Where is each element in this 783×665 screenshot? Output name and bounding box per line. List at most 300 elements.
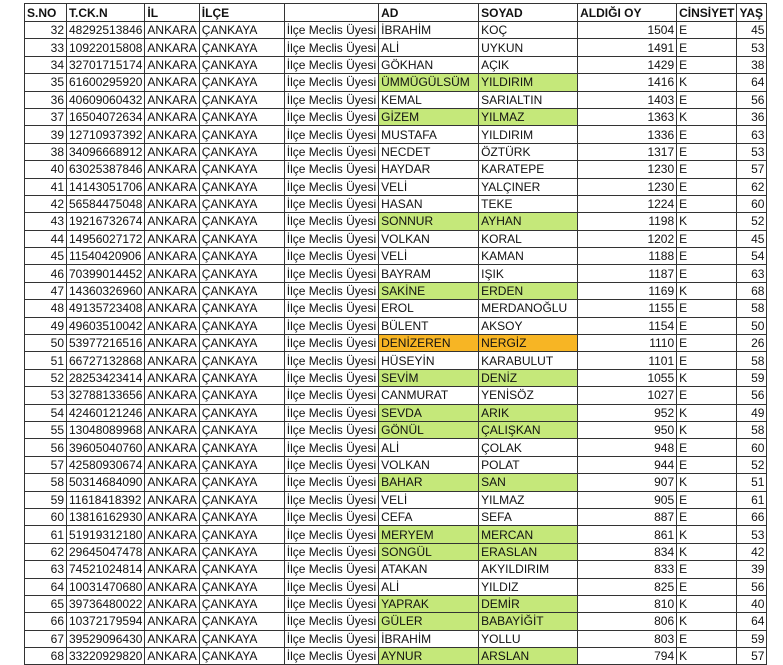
cell-ilce: ÇANKAYA (199, 439, 284, 456)
cell-gorev: İlçe Meclis Üyesi (284, 108, 378, 125)
cell-soyad: SEFA (479, 508, 578, 525)
cell-ilce: ÇANKAYA (199, 213, 284, 230)
cell-ad: SEVDA (379, 404, 479, 421)
cell-soyad: ARSLAN (479, 648, 578, 665)
cell-ad: SONGÜL (379, 543, 479, 560)
cell-yas: 45 (737, 230, 767, 247)
cell-gorev: İlçe Meclis Üyesi (284, 161, 378, 178)
cell-il: ANKARA (145, 230, 199, 247)
cell-gorev: İlçe Meclis Üyesi (284, 335, 378, 352)
cell-ad: CEFA (379, 508, 479, 525)
cell-gorev: İlçe Meclis Üyesi (284, 265, 378, 282)
cell-il: ANKARA (145, 369, 199, 386)
cell-oy: 1110 (578, 335, 677, 352)
cell-ilce: ÇANKAYA (199, 352, 284, 369)
cell-oy: 810 (578, 595, 677, 612)
cell-sno: 46 (25, 265, 67, 282)
cell-yas: 57 (737, 648, 767, 665)
header-il: İL (145, 4, 199, 22)
header-cinsiyet: CİNSİYET (677, 4, 737, 22)
cell-il: ANKARA (145, 195, 199, 212)
cell-oy: 1336 (578, 126, 677, 143)
cell-il: ANKARA (145, 126, 199, 143)
header-ilce: İLÇE (199, 4, 284, 22)
cell-soyad: BABAYİĞİT (479, 613, 578, 630)
cell-cinsiyet: E (677, 230, 737, 247)
cell-ad: CANMURAT (379, 387, 479, 404)
cell-ilce: ÇANKAYA (199, 387, 284, 404)
cell-ilce: ÇANKAYA (199, 108, 284, 125)
cell-il: ANKARA (145, 508, 199, 525)
cell-oy: 803 (578, 630, 677, 647)
cell-gorev: İlçe Meclis Üyesi (284, 352, 378, 369)
cell-yas: 68 (737, 282, 767, 299)
cell-cinsiyet: E (677, 630, 737, 647)
cell-oy: 1224 (578, 195, 677, 212)
cell-ad: GÖKHAN (379, 56, 479, 73)
cell-sno: 54 (25, 404, 67, 421)
cell-sno: 65 (25, 595, 67, 612)
cell-sno: 40 (25, 161, 67, 178)
cell-yas: 66 (737, 508, 767, 525)
cell-soyad: POLAT (479, 456, 578, 473)
cell-tckn: 10922015808 (67, 39, 145, 56)
cell-ilce: ÇANKAYA (199, 195, 284, 212)
cell-yas: 57 (737, 161, 767, 178)
cell-soyad: AYHAN (479, 213, 578, 230)
cell-oy: 833 (578, 561, 677, 578)
cell-yas: 53 (737, 39, 767, 56)
table-row (25, 178, 767, 195)
table-row (25, 613, 767, 630)
cell-cinsiyet: E (677, 22, 737, 39)
cell-tckn: 10031470680 (67, 578, 145, 595)
cell-yas: 62 (737, 178, 767, 195)
cell-sno: 63 (25, 561, 67, 578)
cell-yas: 59 (737, 369, 767, 386)
cell-il: ANKARA (145, 178, 199, 195)
cell-cinsiyet: K (677, 404, 737, 421)
cell-cinsiyet: K (677, 595, 737, 612)
cell-soyad: AKYILDIRIM (479, 561, 578, 578)
cell-soyad: ÖZTÜRK (479, 143, 578, 160)
cell-ad: ALİ (379, 578, 479, 595)
cell-cinsiyet: K (677, 369, 737, 386)
cell-il: ANKARA (145, 352, 199, 369)
cell-gorev: İlçe Meclis Üyesi (284, 369, 378, 386)
cell-sno: 42 (25, 195, 67, 212)
cell-yas: 54 (737, 248, 767, 265)
cell-ad: AYNUR (379, 648, 479, 665)
cell-gorev: İlçe Meclis Üyesi (284, 543, 378, 560)
cell-il: ANKARA (145, 56, 199, 73)
cell-sno: 33 (25, 39, 67, 56)
table-row (25, 248, 767, 265)
cell-ad: HASAN (379, 195, 479, 212)
cell-gorev: İlçe Meclis Üyesi (284, 491, 378, 508)
cell-tckn: 66727132868 (67, 352, 145, 369)
cell-sno: 34 (25, 56, 67, 73)
cell-yas: 61 (737, 491, 767, 508)
cell-cinsiyet: E (677, 56, 737, 73)
cell-il: ANKARA (145, 39, 199, 56)
cell-sno: 56 (25, 439, 67, 456)
cell-ilce: ÇANKAYA (199, 300, 284, 317)
cell-cinsiyet: E (677, 387, 737, 404)
cell-ilce: ÇANKAYA (199, 578, 284, 595)
cell-cinsiyet: K (677, 526, 737, 543)
table-row (25, 439, 767, 456)
cell-sno: 58 (25, 474, 67, 491)
cell-cinsiyet: K (677, 474, 737, 491)
cell-sno: 49 (25, 317, 67, 334)
cell-tckn: 39736480022 (67, 595, 145, 612)
cell-cinsiyet: K (677, 282, 737, 299)
cell-oy: 1416 (578, 74, 677, 91)
cell-cinsiyet: E (677, 143, 737, 160)
cell-soyad: AKSOY (479, 317, 578, 334)
table-row (25, 56, 767, 73)
cell-yas: 59 (737, 630, 767, 647)
cell-il: ANKARA (145, 491, 199, 508)
table-row (25, 352, 767, 369)
cell-yas: 49 (737, 404, 767, 421)
cell-oy: 806 (578, 613, 677, 630)
cell-gorev: İlçe Meclis Üyesi (284, 22, 378, 39)
cell-ilce: ÇANKAYA (199, 248, 284, 265)
cell-gorev: İlçe Meclis Üyesi (284, 561, 378, 578)
cell-oy: 887 (578, 508, 677, 525)
cell-sno: 37 (25, 108, 67, 125)
cell-soyad: YILMAZ (479, 491, 578, 508)
header-soyad: SOYAD (479, 4, 578, 22)
cell-cinsiyet: E (677, 578, 737, 595)
cell-soyad: TEKE (479, 195, 578, 212)
cell-oy: 1429 (578, 56, 677, 73)
cell-gorev: İlçe Meclis Üyesi (284, 474, 378, 491)
cell-ilce: ÇANKAYA (199, 421, 284, 438)
cell-gorev: İlçe Meclis Üyesi (284, 213, 378, 230)
cell-gorev: İlçe Meclis Üyesi (284, 508, 378, 525)
cell-gorev: İlçe Meclis Üyesi (284, 578, 378, 595)
cell-il: ANKARA (145, 404, 199, 421)
cell-soyad: KARATEPE (479, 161, 578, 178)
table-row (25, 213, 767, 230)
cell-ad: BAYRAM (379, 265, 479, 282)
cell-tckn: 39529096430 (67, 630, 145, 647)
cell-ilce: ÇANKAYA (199, 230, 284, 247)
cell-ilce: ÇANKAYA (199, 369, 284, 386)
cell-il: ANKARA (145, 91, 199, 108)
cell-il: ANKARA (145, 22, 199, 39)
table-body (25, 22, 767, 665)
cell-oy: 1198 (578, 213, 677, 230)
cell-sno: 68 (25, 648, 67, 665)
cell-oy: 1363 (578, 108, 677, 125)
cell-soyad: YILDIRIM (479, 74, 578, 91)
cell-sno: 55 (25, 421, 67, 438)
cell-sno: 41 (25, 178, 67, 195)
header-oy: ALDIĞI OY (578, 4, 677, 22)
cell-soyad: ERDEN (479, 282, 578, 299)
cell-sno: 64 (25, 578, 67, 595)
cell-soyad: MERDANOĞLU (479, 300, 578, 317)
cell-cinsiyet: E (677, 561, 737, 578)
cell-sno: 62 (25, 543, 67, 560)
cell-cinsiyet: K (677, 74, 737, 91)
cell-gorev: İlçe Meclis Üyesi (284, 282, 378, 299)
cell-ilce: ÇANKAYA (199, 561, 284, 578)
table-row (25, 161, 767, 178)
cell-oy: 1055 (578, 369, 677, 386)
cell-ad: SEVİM (379, 369, 479, 386)
cell-gorev: İlçe Meclis Üyesi (284, 317, 378, 334)
cell-ad: SAKİNE (379, 282, 479, 299)
cell-ad: İBRAHİM (379, 22, 479, 39)
cell-il: ANKARA (145, 387, 199, 404)
cell-ilce: ÇANKAYA (199, 335, 284, 352)
cell-tckn: 14956027172 (67, 230, 145, 247)
cell-oy: 1403 (578, 91, 677, 108)
cell-cinsiyet: E (677, 317, 737, 334)
cell-gorev: İlçe Meclis Üyesi (284, 248, 378, 265)
cell-cinsiyet: K (677, 648, 737, 665)
cell-soyad: ARIK (479, 404, 578, 421)
table-row (25, 300, 767, 317)
cell-tckn: 51919312180 (67, 526, 145, 543)
cell-ilce: ÇANKAYA (199, 265, 284, 282)
header-gorev (284, 4, 378, 22)
cell-oy: 950 (578, 421, 677, 438)
table-row (25, 648, 767, 665)
cell-ad: VELİ (379, 178, 479, 195)
cell-tckn: 39605040760 (67, 439, 145, 456)
cell-il: ANKARA (145, 421, 199, 438)
cell-soyad: KORAL (479, 230, 578, 247)
cell-il: ANKARA (145, 335, 199, 352)
cell-gorev: İlçe Meclis Üyesi (284, 74, 378, 91)
cell-tckn: 50314684090 (67, 474, 145, 491)
cell-ad: ALİ (379, 439, 479, 456)
cell-il: ANKARA (145, 561, 199, 578)
cell-tckn: 49603510042 (67, 317, 145, 334)
cell-yas: 56 (737, 387, 767, 404)
cell-yas: 51 (737, 474, 767, 491)
cell-yas: 60 (737, 439, 767, 456)
cell-il: ANKARA (145, 143, 199, 160)
cell-ilce: ÇANKAYA (199, 526, 284, 543)
table-row (25, 74, 767, 91)
cell-ad: NECDET (379, 143, 479, 160)
cell-yas: 26 (737, 335, 767, 352)
cell-il: ANKARA (145, 578, 199, 595)
cell-gorev: İlçe Meclis Üyesi (284, 195, 378, 212)
cell-ad: VELİ (379, 248, 479, 265)
cell-yas: 40 (737, 595, 767, 612)
cell-yas: 39 (737, 561, 767, 578)
cell-cinsiyet: E (677, 439, 737, 456)
cell-tckn: 10372179594 (67, 613, 145, 630)
cell-ilce: ÇANKAYA (199, 404, 284, 421)
cell-cinsiyet: K (677, 421, 737, 438)
cell-tckn: 19216732674 (67, 213, 145, 230)
cell-tckn: 14143051706 (67, 178, 145, 195)
cell-sno: 66 (25, 613, 67, 630)
cell-il: ANKARA (145, 543, 199, 560)
cell-ad: MUSTAFA (379, 126, 479, 143)
cell-cinsiyet: E (677, 39, 737, 56)
cell-tckn: 11540420906 (67, 248, 145, 265)
cell-cinsiyet: E (677, 508, 737, 525)
cell-cinsiyet: E (677, 126, 737, 143)
cell-oy: 1188 (578, 248, 677, 265)
cell-oy: 794 (578, 648, 677, 665)
cell-sno: 43 (25, 213, 67, 230)
table-row (25, 561, 767, 578)
cell-sno: 35 (25, 74, 67, 91)
cell-soyad: SAN (479, 474, 578, 491)
cell-ilce: ÇANKAYA (199, 56, 284, 73)
cell-ad: HAYDAR (379, 161, 479, 178)
cell-yas: 50 (737, 317, 767, 334)
cell-ilce: ÇANKAYA (199, 317, 284, 334)
table-row (25, 421, 767, 438)
cell-ad: GİZEM (379, 108, 479, 125)
cell-gorev: İlçe Meclis Üyesi (284, 39, 378, 56)
cell-cinsiyet: K (677, 613, 737, 630)
cell-oy: 944 (578, 456, 677, 473)
cell-tckn: 56584475048 (67, 195, 145, 212)
cell-oy: 948 (578, 439, 677, 456)
cell-tckn: 32701715174 (67, 56, 145, 73)
table-row (25, 595, 767, 612)
cell-yas: 64 (737, 613, 767, 630)
cell-gorev: İlçe Meclis Üyesi (284, 300, 378, 317)
cell-ad: YAPRAK (379, 595, 479, 612)
cell-sno: 51 (25, 352, 67, 369)
cell-tckn: 61600295920 (67, 74, 145, 91)
cell-gorev: İlçe Meclis Üyesi (284, 404, 378, 421)
cell-soyad: SARIALTIN (479, 91, 578, 108)
cell-tckn: 32788133656 (67, 387, 145, 404)
cell-il: ANKARA (145, 213, 199, 230)
table-row (25, 91, 767, 108)
cell-ilce: ÇANKAYA (199, 282, 284, 299)
cell-yas: 58 (737, 421, 767, 438)
cell-sno: 44 (25, 230, 67, 247)
cell-tckn: 53977216516 (67, 335, 145, 352)
cell-ad: ÜMMÜGÜLSÜM (379, 74, 479, 91)
cell-oy: 1101 (578, 352, 677, 369)
cell-cinsiyet: E (677, 195, 737, 212)
table-row (25, 387, 767, 404)
table-row (25, 630, 767, 647)
cell-tckn: 12710937392 (67, 126, 145, 143)
table-row (25, 578, 767, 595)
cell-tckn: 13816162930 (67, 508, 145, 525)
cell-ilce: ÇANKAYA (199, 456, 284, 473)
cell-ad: SONNUR (379, 213, 479, 230)
cell-oy: 834 (578, 543, 677, 560)
table-row (25, 317, 767, 334)
cell-sno: 48 (25, 300, 67, 317)
cell-il: ANKARA (145, 300, 199, 317)
cell-yas: 56 (737, 91, 767, 108)
cell-ad: HÜSEYİN (379, 352, 479, 369)
cell-soyad: KARABULUT (479, 352, 578, 369)
cell-soyad: YILDIZ (479, 578, 578, 595)
cell-ad: KEMAL (379, 91, 479, 108)
cell-il: ANKARA (145, 474, 199, 491)
table-row (25, 508, 767, 525)
cell-soyad: AÇIK (479, 56, 578, 73)
cell-yas: 64 (737, 74, 767, 91)
cell-tckn: 28253423414 (67, 369, 145, 386)
cell-sno: 39 (25, 126, 67, 143)
cell-gorev: İlçe Meclis Üyesi (284, 630, 378, 647)
cell-soyad: KAMAN (479, 248, 578, 265)
cell-ad: VOLKAN (379, 456, 479, 473)
cell-sno: 67 (25, 630, 67, 647)
cell-sno: 60 (25, 508, 67, 525)
cell-ad: GÜLER (379, 613, 479, 630)
cell-ad: MERYEM (379, 526, 479, 543)
table-row (25, 143, 767, 160)
header-tckn: T.CK.N (67, 4, 145, 22)
cell-il: ANKARA (145, 265, 199, 282)
cell-ilce: ÇANKAYA (199, 39, 284, 56)
table-row (25, 526, 767, 543)
cell-yas: 36 (737, 108, 767, 125)
cell-gorev: İlçe Meclis Üyesi (284, 126, 378, 143)
cell-il: ANKARA (145, 282, 199, 299)
cell-cinsiyet: E (677, 300, 737, 317)
cell-ilce: ÇANKAYA (199, 91, 284, 108)
cell-ilce: ÇANKAYA (199, 74, 284, 91)
table-row (25, 335, 767, 352)
cell-ad: GÖNÜL (379, 421, 479, 438)
cell-oy: 1027 (578, 387, 677, 404)
cell-gorev: İlçe Meclis Üyesi (284, 613, 378, 630)
cell-oy: 1504 (578, 22, 677, 39)
cell-ilce: ÇANKAYA (199, 22, 284, 39)
cell-soyad: NERGİZ (479, 335, 578, 352)
cell-tckn: 14360326960 (67, 282, 145, 299)
cell-ilce: ÇANKAYA (199, 613, 284, 630)
cell-yas: 63 (737, 265, 767, 282)
cell-cinsiyet: K (677, 108, 737, 125)
cell-tckn: 74521024814 (67, 561, 145, 578)
cell-soyad: YILMAZ (479, 108, 578, 125)
cell-oy: 952 (578, 404, 677, 421)
table-row (25, 404, 767, 421)
cell-gorev: İlçe Meclis Üyesi (284, 456, 378, 473)
cell-tckn: 11618418392 (67, 491, 145, 508)
cell-cinsiyet: E (677, 91, 737, 108)
cell-yas: 53 (737, 526, 767, 543)
cell-soyad: YALÇINER (479, 178, 578, 195)
cell-yas: 45 (737, 22, 767, 39)
cell-sno: 52 (25, 369, 67, 386)
cell-yas: 58 (737, 352, 767, 369)
table-row (25, 543, 767, 560)
cell-il: ANKARA (145, 161, 199, 178)
cell-tckn: 42460121246 (67, 404, 145, 421)
cell-sno: 59 (25, 491, 67, 508)
table-row (25, 39, 767, 56)
header-ad: AD (379, 4, 479, 22)
cell-tckn: 13048089968 (67, 421, 145, 438)
